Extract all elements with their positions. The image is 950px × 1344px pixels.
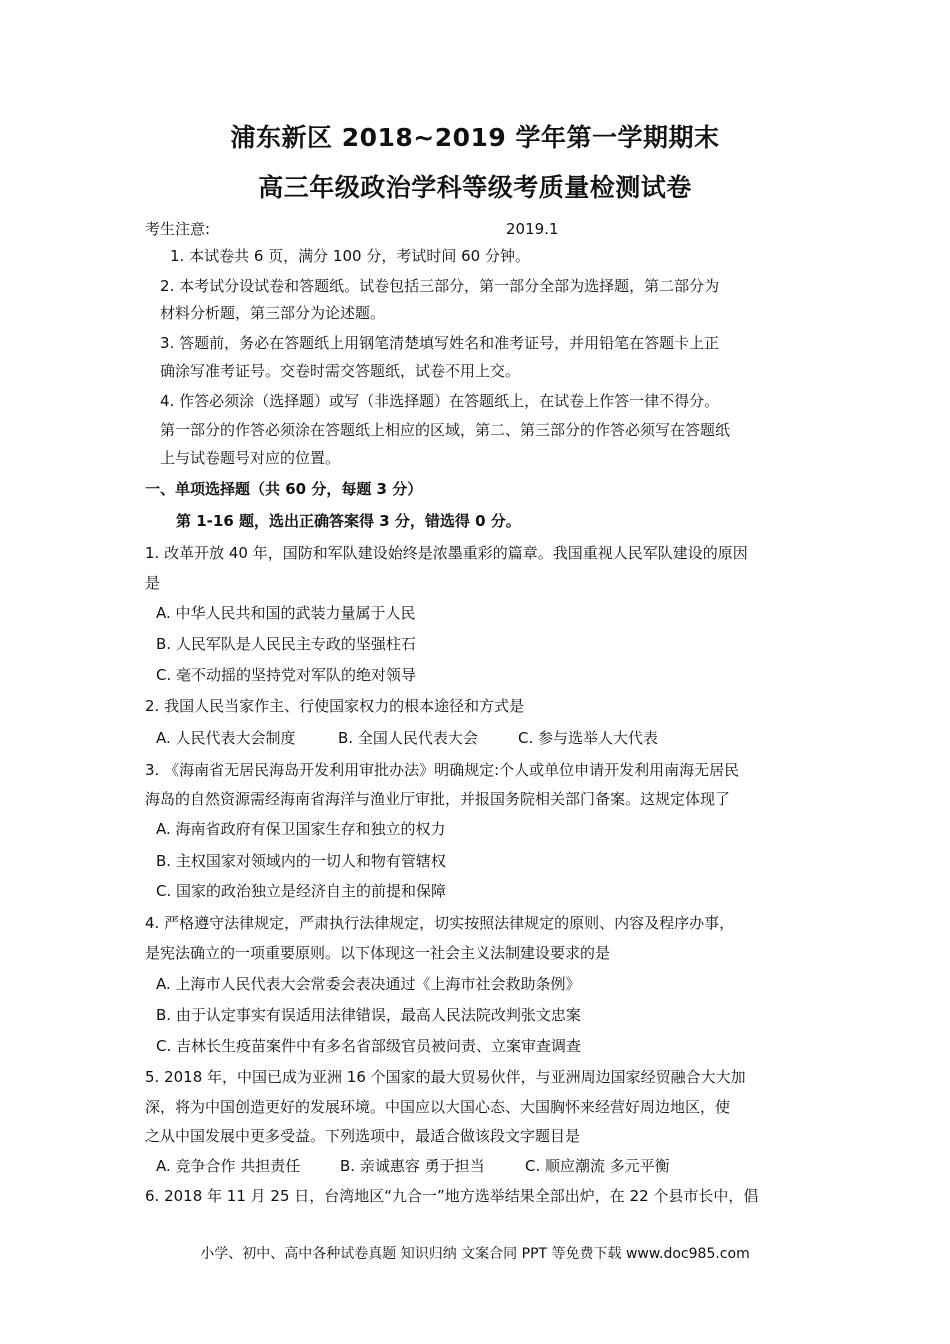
exam-date: 2019.1 — [506, 220, 559, 238]
q3-stem-line2: 海岛的自然资源需经海南省海洋与渔业厅审批，并报国务院相关部门备案。这规定体现了 — [145, 790, 731, 808]
q3-stem-line1: 3. 《海南省无居民海岛开发利用审批办法》明确规定:个人或单位申请开发利用南海无居民 — [145, 761, 740, 779]
q2-option-b: B. 全国人民代表大会 — [338, 729, 478, 747]
note-2-line2: 材料分析题，第三部分为论述题。 — [160, 304, 386, 322]
note-1: 1. 本试卷共 6 页，满分 100 分，考试时间 60 分钟。 — [170, 247, 530, 265]
q4-stem-line2: 是宪法确立的一项重要原则。以下体现这一社会主义法制建设要求的是 — [145, 944, 611, 962]
q5-option-b: B. 亲诚惠容 勇于担当 — [340, 1157, 485, 1175]
note-3-line1: 3. 答题前，务必在答题纸上用钢笔清楚填写姓名和准考证号，并用铅笔在答题卡上正 — [160, 334, 720, 352]
note-2-line1: 2. 本考试分设试卷和答题纸。试卷包括三部分，第一部分全部为选择题，第二部分为 — [160, 277, 720, 295]
exam-title-line2: 高三年级政治学科等级考质量检测试卷 — [258, 173, 692, 202]
q3-option-a: A. 海南省政府有保卫国家生存和独立的权力 — [156, 820, 446, 838]
q3-option-c: C. 国家的政治独立是经济自主的前提和保障 — [156, 882, 447, 900]
note-4-line1: 4. 作答必须涂（选择题）或写（非选择题）在答题纸上，在试卷上作答一律不得分。 — [160, 392, 720, 410]
page-footer: 小学、初中、高中各种试卷真题 知识归纳 文案合同 PPT 等免费下载 www.doc985.com — [200, 1246, 750, 1262]
notice-label: 考生注意: — [145, 220, 211, 238]
q5-stem-line2: 深，将为中国创造更好的发展环境。中国应以大国心态、大国胸怀来经营好周边地区，使 — [145, 1098, 731, 1116]
section-subheading: 第 1-16 题，选出正确答案得 3 分，错选得 0 分。 — [176, 512, 521, 530]
q4-option-c: C. 吉林长生疫苗案件中有多名省部级官员被问责、立案审查调查 — [156, 1037, 582, 1055]
q1-stem-line2: 是 — [145, 574, 161, 592]
q5-option-c: C. 顺应潮流 多元平衡 — [525, 1157, 670, 1175]
q2-option-a: A. 人民代表大会制度 — [156, 729, 296, 747]
q3-option-b: B. 主权国家对领域内的一切人和物有管辖权 — [156, 852, 446, 870]
q4-option-b: B. 由于认定事实有误适用法律错误，最高人民法院改判张文忠案 — [156, 1006, 581, 1024]
note-3-line2: 确涂写准考证号。交卷时需交答题纸，试卷不用上交。 — [160, 362, 521, 380]
note-4-line2: 第一部分的作答必须涂在答题纸上相应的区域，第二、第三部分的作答必须写在答题纸 — [160, 421, 731, 439]
q1-option-a: A. 中华人民共和国的武装力量属于人民 — [156, 604, 416, 622]
note-4-line3: 上与试卷题号对应的位置。 — [160, 449, 341, 467]
q2-option-c: C. 参与选举人大代表 — [518, 729, 659, 747]
exam-title-line1: 浦东新区 2018~2019 学年第一学期期末 — [230, 123, 720, 152]
q1-option-c: C. 毫不动摇的坚持党对军队的绝对领导 — [156, 666, 417, 684]
q4-option-a: A. 上海市人民代表大会常委会表决通过《上海市社会救助条例》 — [156, 975, 581, 993]
q1-option-b: B. 人民军队是人民民主专政的坚强柱石 — [156, 635, 416, 653]
q5-option-a: A. 竞争合作 共担责任 — [156, 1157, 301, 1175]
q1-stem-line1: 1. 改革开放 40 年，国防和军队建设始终是浓墨重彩的篇章。我国重视人民军队建设的原因 — [145, 544, 748, 562]
q2-stem: 2. 我国人民当家作主、行使国家权力的根本途径和方式是 — [145, 697, 525, 715]
q6-stem-line1: 6. 2018 年 11 月 25 日，台湾地区“九合一”地方选举结果全部出炉，在 22 个县市长中，倡 — [145, 1187, 759, 1205]
q4-stem-line1: 4. 严格遵守法律规定，严肃执行法律规定，切实按照法律规定的原则、内容及程序办事， — [145, 914, 735, 932]
q5-stem-line1: 5. 2018 年，中国已成为亚洲 16 个国家的最大贸易伙伴，与亚洲周边国家经贸融合大大加 — [145, 1068, 746, 1086]
q5-stem-line3: 之从中国发展中更多受益。下列选项中，最适合做该段文字题目是 — [145, 1127, 581, 1145]
section-heading: 一、单项选择题（共 60 分，每题 3 分） — [145, 480, 423, 498]
